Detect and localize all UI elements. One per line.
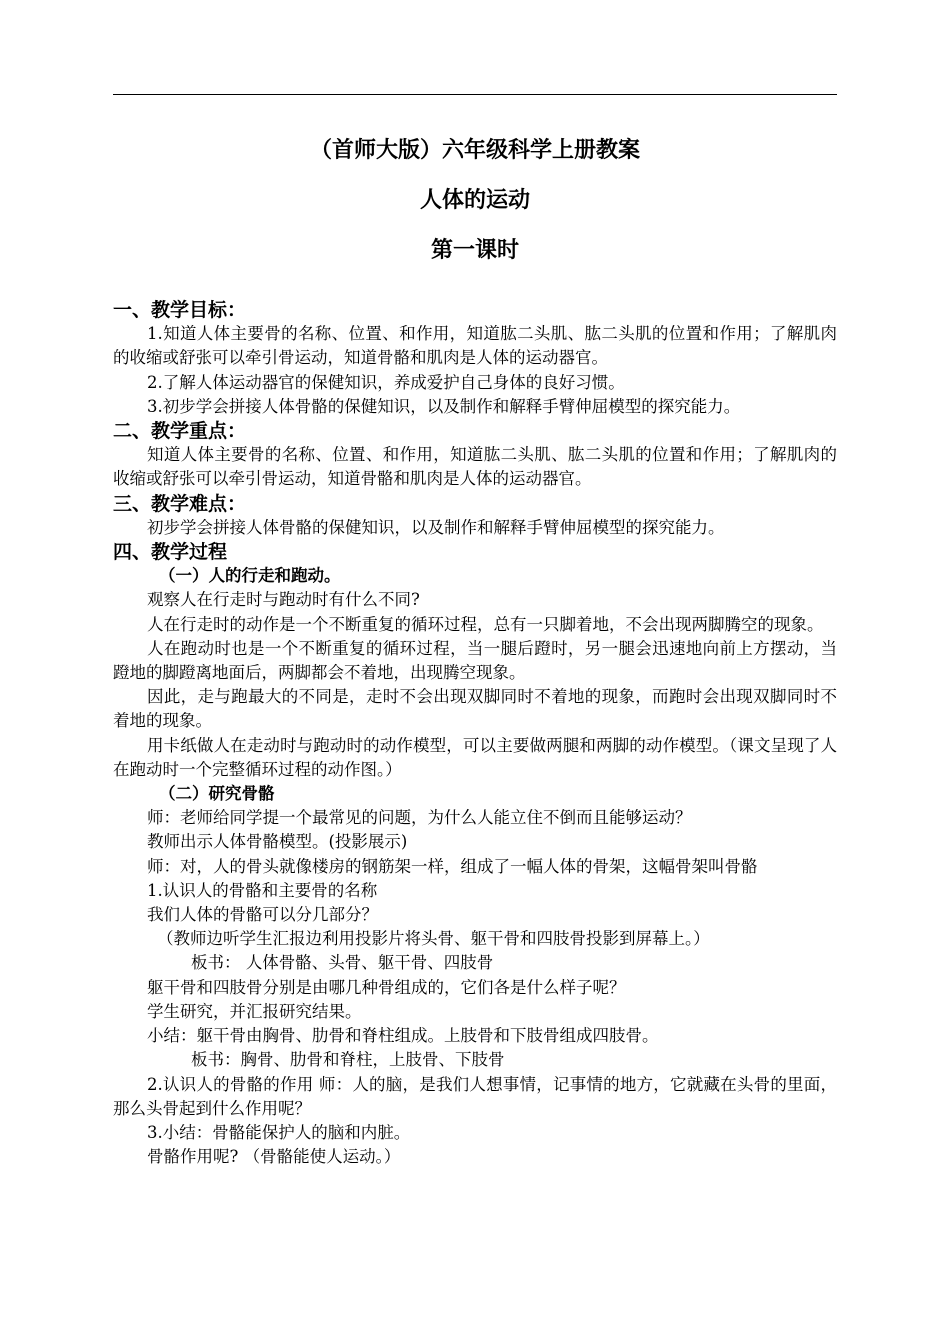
- paragraph: 2.认识人的骨骼的作用 师：人的脑，是我们人想事情，记事情的地方，它就藏在头骨的里面，那么头骨起到什么作用呢？: [113, 1074, 837, 1118]
- lesson-topic: 人体的运动: [419, 187, 530, 213]
- paragraph: 小结：躯干骨由胸骨、肋骨和脊柱组成。上肢骨和下肢骨组成四肢骨。: [147, 1026, 659, 1046]
- paragraph: 师：老师给同学提一个最常见的问题，为什么人能立住不倒而且能够运动？: [147, 808, 692, 828]
- paragraph: 教师出示人体骨骼模型。(投影展示): [147, 832, 408, 852]
- header-rule: [113, 94, 837, 95]
- paragraph: 观察人在行走时与跑动时有什么不同?: [147, 590, 420, 610]
- paragraph: 师：对，人的骨头就像楼房的钢筋架一样，组成了一幅人体的骨架，这幅骨架叫骨骼: [147, 856, 758, 876]
- paragraph: 因此，走与跑最大的不同是，走时不会出现双脚同时不着地的现象，而跑时会出现双脚同时不着地的现象。: [113, 687, 837, 731]
- paragraph: （教师边听学生汇报边利用投影片将头骨、躯干骨和四肢骨投影到屏幕上。）: [157, 929, 710, 949]
- paragraph: 学生研究，并汇报研究结果。: [147, 1001, 362, 1021]
- subsection-title-bones: （二）研究骨骼: [159, 784, 275, 804]
- lesson-period: 第一课时: [430, 237, 519, 263]
- section-heading-process: 四、教学过程: [113, 541, 228, 564]
- section-heading-key-points: 二、教学重点：: [113, 420, 247, 443]
- paragraph: 我们人体的骨骼可以分几部分？: [147, 905, 378, 925]
- section-heading-difficulties: 三、教学难点：: [113, 492, 247, 515]
- board-note: 板书：胸骨、肋骨和脊柱，上肢骨、下肢骨: [191, 1050, 505, 1070]
- paragraph: 3.小结：骨骼能保护人的脑和内脏。: [147, 1122, 411, 1142]
- goal-item: 2.了解人体运动器官的保健知识，养成爱护自己身体的良好习惯。: [147, 372, 625, 392]
- goal-item: 3.初步学会拼接人体骨骼的保健知识，以及制作和解释手臂伸屈模型的探究能力。: [147, 396, 741, 416]
- document-body: [113, 298, 837, 1169]
- paragraph: 骨骼作用呢? （骨骼能使人运动。）: [147, 1147, 401, 1167]
- paragraph: 人在行走时的动作是一个不断重复的循环过程，总有一只脚着地，不会出现两脚腾空的现象。: [147, 614, 824, 634]
- subsection-title-walking: （一）人的行走和跑动。: [159, 566, 341, 586]
- document-title: （首师大版）六年级科学上册教案: [309, 137, 640, 163]
- section-heading-goals: 一、教学目标：: [113, 299, 247, 321]
- goal-item: 1.知道人体主要骨的名称、位置、和作用，知道肱二头肌、肱二头肌的位置和作用；了解肌肉的收缩或舒张可以牵引骨运动，知道骨骼和肌肉是人体的运动器官。: [113, 324, 837, 368]
- paragraph: 躯干骨和四肢骨分别是由哪几种骨组成的，它们各是什么样子呢？: [147, 977, 626, 997]
- board-note: 板书： 人体骨骼、头骨、躯干骨、四肢骨: [191, 953, 494, 973]
- paragraph: 用卡纸做人在走动时与跑动时的动作模型，可以主要做两腿和两脚的动作模型。（课文呈现了人在跑动时一个完整循环过程的动作图。）: [113, 735, 837, 779]
- difficulties-text: 初步学会拼接人体骨骼的保健知识，以及制作和解释手臂伸屈模型的探究能力。: [147, 517, 725, 537]
- paragraph: 人在跑动时也是一个不断重复的循环过程，当一腿后蹬时，另一腿会迅速地向前上方摆动，当蹬地的脚蹬离地面后，两脚都会不着地，出现腾空现象。: [113, 638, 837, 683]
- paragraph: 1.认识人的骨骼和主要骨的名称: [147, 880, 378, 900]
- key-points-text: 知道人体主要骨的名称、位置、和作用，知道肱二头肌、肱二头肌的位置和作用；了解肌肉的收缩或舒张可以牵引骨运动，知道骨骼和肌肉是人体的运动器官。: [113, 445, 837, 489]
